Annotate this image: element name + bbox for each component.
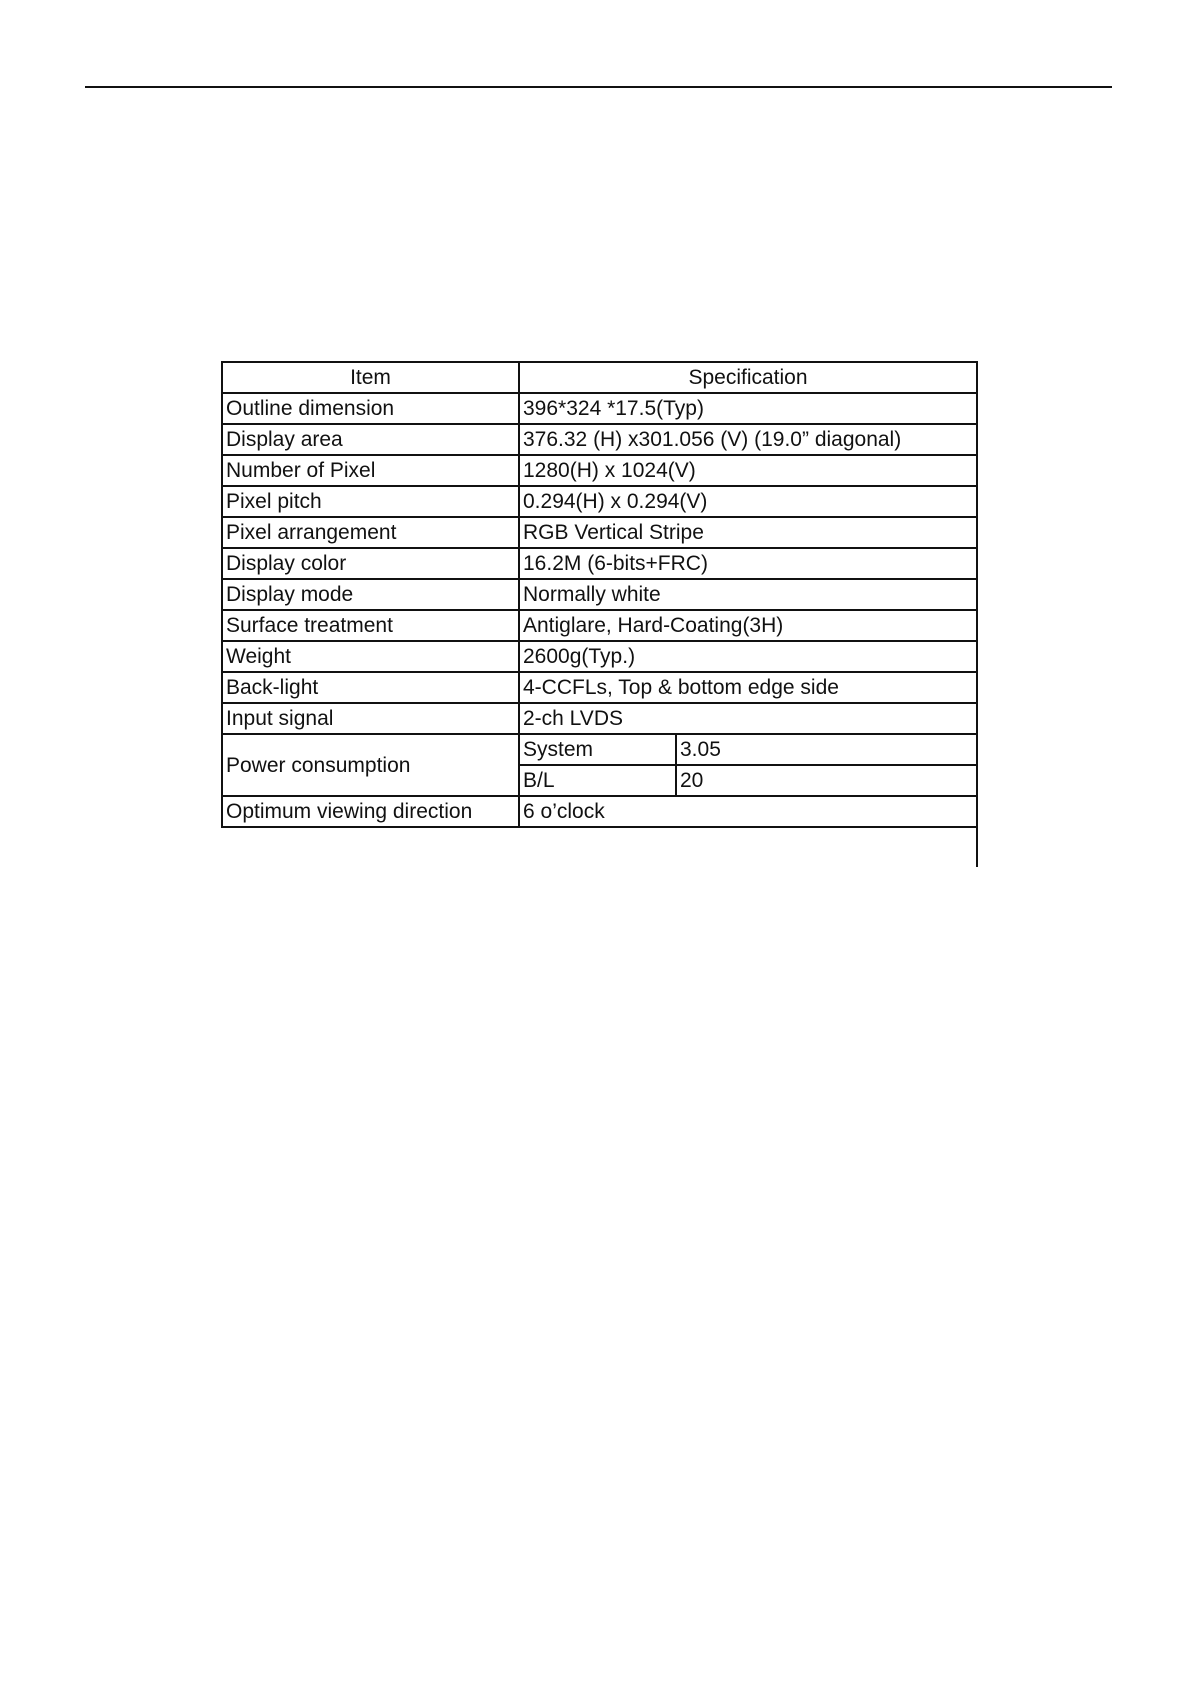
row-spec: Antiglare, Hard-Coating(3H) (519, 610, 977, 641)
row-spec: 1280(H) x 1024(V) (519, 455, 977, 486)
table-row (222, 641, 977, 672)
row-item: Display area (222, 424, 519, 455)
power-sub-name: System (519, 734, 676, 765)
row-item: Display color (222, 548, 519, 579)
row-spec: 2-ch LVDS (519, 703, 977, 734)
row-item: Display mode (222, 579, 519, 610)
row-spec: RGB Vertical Stripe (519, 517, 977, 548)
row-spec: 6 o’clock (519, 796, 977, 827)
table-row-power (222, 734, 977, 765)
power-sub-value: 3.05 (676, 734, 977, 765)
row-item: Outline dimension (222, 393, 519, 424)
table-right-edge-line (976, 361, 978, 867)
row-spec: 4-CCFLs, Top & bottom edge side (519, 672, 977, 703)
row-spec: Normally white (519, 579, 977, 610)
row-item: Pixel arrangement (222, 517, 519, 548)
table-row (222, 517, 977, 548)
header-specification: Specification (519, 362, 977, 393)
table-row (222, 703, 977, 734)
row-item: Optimum viewing direction (222, 796, 519, 827)
row-spec: 396*324 *17.5(Typ) (519, 393, 977, 424)
table-row (222, 672, 977, 703)
power-sub-value: 20 (676, 765, 977, 796)
table-row (222, 548, 977, 579)
table-row (222, 579, 977, 610)
header-item: Item (222, 362, 519, 393)
table-header-row (222, 362, 977, 393)
table-row (222, 424, 977, 455)
row-item: Input signal (222, 703, 519, 734)
row-spec: 16.2M (6-bits+FRC) (519, 548, 977, 579)
table-row (222, 455, 977, 486)
table-row (222, 610, 977, 641)
table-row (222, 796, 977, 827)
power-sub-name: B/L (519, 765, 676, 796)
row-item: Back-light (222, 672, 519, 703)
specification-table (221, 361, 978, 828)
row-item: Weight (222, 641, 519, 672)
row-spec: 0.294(H) x 0.294(V) (519, 486, 977, 517)
header-rule (85, 86, 1112, 88)
row-item: Surface treatment (222, 610, 519, 641)
row-spec: 2600g(Typ.) (519, 641, 977, 672)
row-item: Pixel pitch (222, 486, 519, 517)
table-row (222, 486, 977, 517)
row-item: Number of Pixel (222, 455, 519, 486)
row-spec: 376.32 (H) x301.056 (V) (19.0” diagonal) (519, 424, 977, 455)
row-item-power: Power consumption (222, 734, 519, 796)
table-row (222, 393, 977, 424)
